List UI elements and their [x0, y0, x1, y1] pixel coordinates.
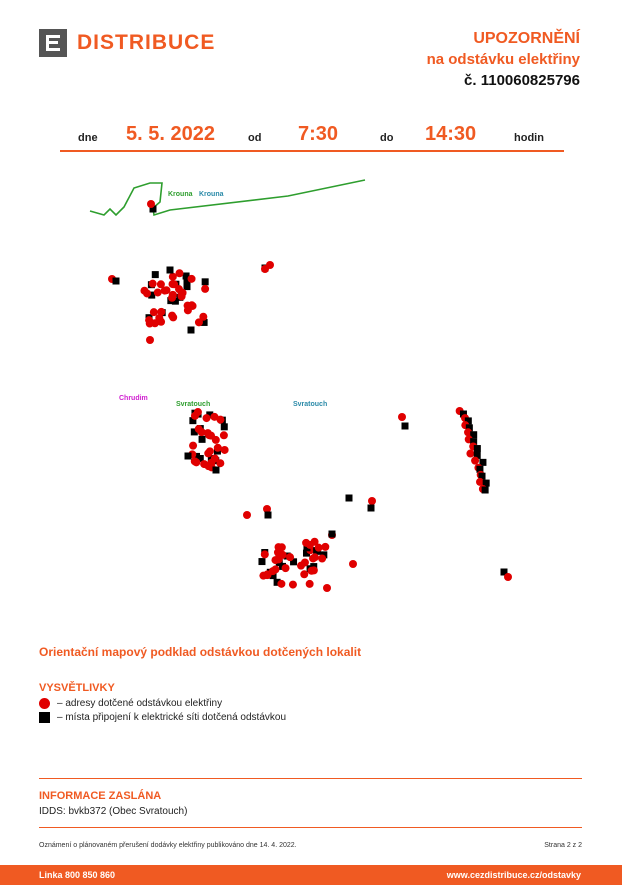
website-link[interactable]: www.cezdistribuce.cz/odstavky	[446, 870, 581, 880]
address-marker	[201, 285, 209, 293]
address-marker	[157, 308, 165, 316]
address-marker	[466, 450, 474, 458]
address-marker	[175, 269, 183, 277]
address-marker	[318, 554, 326, 562]
unit-label: hodin	[514, 132, 544, 144]
address-marker	[368, 497, 376, 505]
info-title: INFORMACE ZASLÁNA	[39, 790, 162, 802]
address-marker	[271, 565, 279, 573]
address-marker	[349, 560, 357, 568]
address-marker	[471, 457, 479, 465]
address-marker	[398, 413, 406, 421]
logo-text: DISTRIBUCE	[77, 31, 216, 54]
company-logo	[39, 29, 215, 57]
address-marker	[306, 541, 314, 549]
address-marker	[300, 570, 308, 578]
address-marker	[275, 555, 283, 563]
map-label-svratouch-2: Svratouch	[293, 401, 328, 408]
address-marker	[211, 454, 219, 462]
address-marker	[169, 313, 177, 321]
date-value: 5. 5. 2022	[126, 123, 215, 145]
from-label: od	[248, 132, 262, 144]
address-marker	[261, 550, 269, 558]
address-marker	[184, 306, 192, 314]
info-recipient: IDDS: bvkb372 (Obec Svratouch)	[39, 806, 188, 817]
address-marker	[191, 412, 199, 420]
map-label-krouna-1: Krouna	[168, 191, 193, 198]
legend-label-addresses: – adresy dotčené odstávkou elektřiny	[57, 698, 223, 709]
address-marker	[146, 336, 154, 344]
connection-marker	[402, 423, 409, 430]
address-marker	[274, 548, 282, 556]
outage-schedule	[60, 122, 564, 152]
connection-marker	[258, 558, 265, 565]
notice-subtitle: na odstávku elektřiny	[426, 51, 580, 68]
page-number: Strana 2 z 2	[544, 842, 582, 849]
address-marker	[146, 320, 154, 328]
address-marker	[323, 584, 331, 592]
connection-marker	[221, 423, 228, 430]
address-marker	[161, 287, 169, 295]
notice-number: č. 110060825796	[464, 72, 580, 89]
address-marker	[277, 580, 285, 588]
connection-marker	[188, 327, 195, 334]
address-marker	[199, 313, 207, 321]
address-marker	[321, 543, 329, 551]
address-marker	[203, 414, 211, 422]
address-marker	[154, 288, 162, 296]
address-marker	[310, 566, 318, 574]
map-label-chrudim: Chrudim	[119, 395, 148, 402]
connection-marker	[152, 271, 159, 278]
legend-item-addresses	[39, 698, 222, 709]
published-note: Oznámení o plánovaném přerušení dodávky elektřiny publikováno dne 14. 4. 2022.	[39, 842, 297, 849]
date-label: dne	[78, 132, 98, 144]
connection-marker	[482, 487, 489, 494]
address-marker	[306, 580, 314, 588]
red-dot-icon	[39, 698, 50, 709]
hotline-text: Linka 800 850 860	[39, 870, 116, 880]
legend-title: VYSVĚTLIVKY	[39, 682, 115, 694]
address-marker	[282, 564, 290, 572]
address-marker	[147, 200, 155, 208]
connection-marker	[213, 467, 220, 474]
connection-marker	[185, 453, 192, 460]
address-marker	[289, 581, 297, 589]
address-marker	[188, 275, 196, 283]
address-marker	[220, 431, 228, 439]
footer-bar	[0, 865, 622, 885]
legend-item-connections	[39, 712, 286, 723]
connection-marker	[474, 445, 481, 452]
connection-marker	[199, 436, 206, 443]
address-marker	[195, 425, 203, 433]
address-marker	[286, 553, 294, 561]
connection-marker	[329, 531, 336, 538]
address-marker	[243, 511, 251, 519]
legend-label-connections: – místa připojení k elektrické síti dotčená odstávkou	[57, 712, 287, 723]
connection-marker	[183, 283, 190, 290]
address-marker	[221, 446, 229, 454]
address-marker	[170, 280, 178, 288]
address-marker	[169, 291, 177, 299]
connection-marker	[167, 267, 174, 274]
municipality-boundary	[90, 180, 365, 215]
address-marker	[261, 265, 269, 273]
address-marker	[210, 413, 218, 421]
address-marker	[206, 447, 214, 455]
connection-marker	[202, 278, 209, 285]
address-marker	[504, 573, 512, 581]
connection-marker	[265, 512, 272, 519]
connection-marker	[346, 495, 353, 502]
address-marker	[149, 280, 157, 288]
from-value: 7:30	[298, 123, 339, 145]
address-marker	[189, 442, 197, 450]
address-marker	[263, 570, 271, 578]
address-marker	[301, 558, 309, 566]
address-marker	[311, 553, 319, 561]
connection-marker	[113, 278, 120, 285]
to-value: 14:30	[425, 123, 477, 145]
black-square-icon	[39, 712, 50, 723]
address-marker	[157, 318, 165, 326]
map-label-svratouch-1: Svratouch	[176, 401, 211, 408]
divider	[39, 827, 582, 828]
map-caption: Orientační mapový podklad odstávkou dotčených lokalit	[39, 645, 362, 659]
to-label: do	[380, 132, 394, 144]
address-marker	[178, 292, 186, 300]
map-label-krouna-2: Krouna	[199, 191, 224, 198]
address-marker	[212, 436, 220, 444]
divider	[39, 778, 582, 779]
notice-header	[427, 28, 580, 92]
address-marker	[192, 458, 200, 466]
outage-map	[88, 178, 530, 618]
address-marker	[214, 444, 222, 452]
notice-title: UPOZORNĚNÍ	[473, 30, 580, 47]
address-marker	[140, 287, 148, 295]
cez-logo-icon	[39, 29, 67, 57]
connection-marker	[368, 505, 375, 512]
